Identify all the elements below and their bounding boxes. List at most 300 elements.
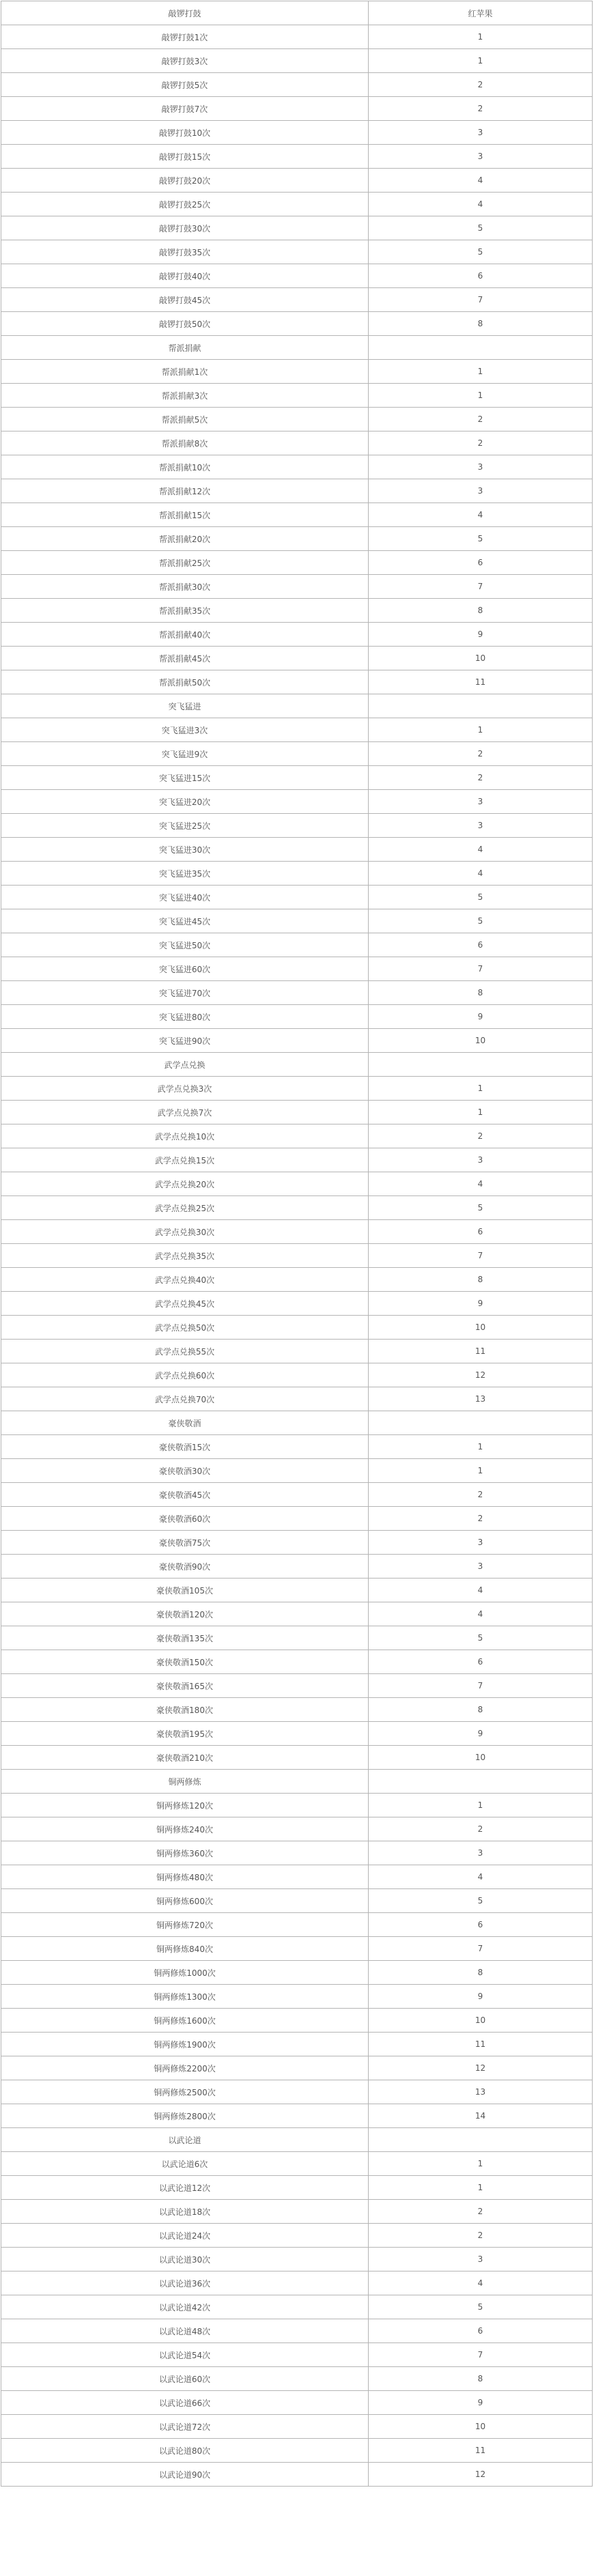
reward-cell: 1 bbox=[369, 49, 593, 73]
task-cell: 铜两修炼1600次 bbox=[1, 2009, 369, 2033]
task-cell: 以武论道48次 bbox=[1, 2319, 369, 2343]
reward-cell: 4 bbox=[369, 862, 593, 886]
task-cell: 武学点兑换35次 bbox=[1, 1244, 369, 1268]
reward-cell: 5 bbox=[369, 240, 593, 264]
task-cell: 突飞猛进15次 bbox=[1, 766, 369, 790]
task-cell: 铜两修炼2500次 bbox=[1, 2080, 369, 2104]
section-title-empty-cell bbox=[369, 1053, 593, 1077]
table-row bbox=[1, 360, 593, 384]
reward-cell: 3 bbox=[369, 1555, 593, 1579]
reward-cell: 6 bbox=[369, 2319, 593, 2343]
task-cell: 武学点兑换25次 bbox=[1, 1196, 369, 1220]
reward-cell: 7 bbox=[369, 1674, 593, 1698]
table-row bbox=[1, 216, 593, 240]
task-cell: 铜两修炼1900次 bbox=[1, 2033, 369, 2056]
table-row bbox=[1, 1985, 593, 2009]
table-row bbox=[1, 527, 593, 551]
table-row bbox=[1, 1292, 593, 1316]
task-cell: 以武论道72次 bbox=[1, 2415, 369, 2439]
section-title: 武学点兑换 bbox=[1, 1053, 369, 1077]
table-row bbox=[1, 862, 593, 886]
table-row bbox=[1, 1817, 593, 1841]
table-row bbox=[1, 1865, 593, 1889]
reward-cell: 2 bbox=[369, 1124, 593, 1148]
table-row bbox=[1, 1340, 593, 1363]
task-cell: 武学点兑换60次 bbox=[1, 1363, 369, 1387]
reward-cell: 1 bbox=[369, 1101, 593, 1124]
reward-cell: 2 bbox=[369, 2200, 593, 2224]
reward-cell: 3 bbox=[369, 1531, 593, 1555]
task-cell: 敲锣打鼓35次 bbox=[1, 240, 369, 264]
table-row bbox=[1, 575, 593, 599]
table-row bbox=[1, 2463, 593, 2487]
reward-cell: 1 bbox=[369, 718, 593, 742]
table-row bbox=[1, 240, 593, 264]
table-row bbox=[1, 1268, 593, 1292]
task-cell: 豪侠敬酒150次 bbox=[1, 1650, 369, 1674]
table-row bbox=[1, 384, 593, 408]
reward-cell: 3 bbox=[369, 121, 593, 145]
reward-cell: 4 bbox=[369, 193, 593, 216]
table-row bbox=[1, 2295, 593, 2319]
table-row bbox=[1, 1602, 593, 1626]
column-header-task: 敲锣打鼓 bbox=[1, 1, 369, 25]
table-row bbox=[1, 25, 593, 49]
reward-cell: 1 bbox=[369, 360, 593, 384]
section-title-row bbox=[1, 694, 593, 718]
reward-cell: 7 bbox=[369, 575, 593, 599]
task-cell: 铜两修炼840次 bbox=[1, 1937, 369, 1961]
task-cell: 以武论道18次 bbox=[1, 2200, 369, 2224]
task-cell: 铜两修炼720次 bbox=[1, 1913, 369, 1937]
reward-cell: 5 bbox=[369, 886, 593, 909]
task-cell: 铜两修炼1000次 bbox=[1, 1961, 369, 1985]
task-cell: 突飞猛进90次 bbox=[1, 1029, 369, 1053]
table-row bbox=[1, 1698, 593, 1722]
reward-cell: 12 bbox=[369, 1363, 593, 1387]
table-row bbox=[1, 933, 593, 957]
reward-cell: 1 bbox=[369, 1459, 593, 1483]
reward-cell: 10 bbox=[369, 1316, 593, 1340]
reward-cell: 1 bbox=[369, 2152, 593, 2176]
table-row bbox=[1, 1507, 593, 1531]
task-cell: 武学点兑换45次 bbox=[1, 1292, 369, 1316]
reward-cell: 7 bbox=[369, 957, 593, 981]
table-row bbox=[1, 2033, 593, 2056]
task-cell: 武学点兑换10次 bbox=[1, 1124, 369, 1148]
table-row bbox=[1, 288, 593, 312]
task-cell: 武学点兑换20次 bbox=[1, 1172, 369, 1196]
table-row bbox=[1, 2080, 593, 2104]
task-cell: 武学点兑换55次 bbox=[1, 1340, 369, 1363]
task-cell: 武学点兑换15次 bbox=[1, 1148, 369, 1172]
reward-cell: 1 bbox=[369, 25, 593, 49]
reward-cell: 2 bbox=[369, 766, 593, 790]
section-title-empty-cell bbox=[369, 1411, 593, 1435]
reward-cell: 8 bbox=[369, 1698, 593, 1722]
table-row bbox=[1, 670, 593, 694]
task-cell: 帮派捐献8次 bbox=[1, 431, 369, 455]
reward-cell: 6 bbox=[369, 551, 593, 575]
task-cell: 帮派捐献35次 bbox=[1, 599, 369, 623]
section-title-empty-cell bbox=[369, 336, 593, 360]
task-cell: 突飞猛进50次 bbox=[1, 933, 369, 957]
task-cell: 豪侠敬酒180次 bbox=[1, 1698, 369, 1722]
table-body bbox=[1, 25, 593, 2487]
reward-cell: 5 bbox=[369, 527, 593, 551]
reward-cell: 9 bbox=[369, 1722, 593, 1746]
task-cell: 武学点兑换50次 bbox=[1, 1316, 369, 1340]
table-row bbox=[1, 1196, 593, 1220]
reward-cell: 4 bbox=[369, 1602, 593, 1626]
reward-cell: 3 bbox=[369, 1148, 593, 1172]
reward-cell: 6 bbox=[369, 933, 593, 957]
task-cell: 帮派捐献5次 bbox=[1, 408, 369, 431]
task-cell: 以武论道54次 bbox=[1, 2343, 369, 2367]
task-cell: 敲锣打鼓10次 bbox=[1, 121, 369, 145]
table-row bbox=[1, 1029, 593, 1053]
task-cell: 武学点兑换30次 bbox=[1, 1220, 369, 1244]
table-row bbox=[1, 2009, 593, 2033]
table-row bbox=[1, 1148, 593, 1172]
reward-cell: 10 bbox=[369, 2009, 593, 2033]
task-cell: 以武论道60次 bbox=[1, 2367, 369, 2391]
column-header-reward: 红苹果 bbox=[369, 1, 593, 25]
table-row bbox=[1, 1005, 593, 1029]
reward-cell: 2 bbox=[369, 1507, 593, 1531]
table-row bbox=[1, 97, 593, 121]
task-cell: 豪侠敬酒135次 bbox=[1, 1626, 369, 1650]
reward-cell: 1 bbox=[369, 1435, 593, 1459]
table-row bbox=[1, 1961, 593, 1985]
task-cell: 铜两修炼360次 bbox=[1, 1841, 369, 1865]
task-cell: 武学点兑换70次 bbox=[1, 1387, 369, 1411]
table-row bbox=[1, 2271, 593, 2295]
table-row bbox=[1, 2343, 593, 2367]
reward-cell: 3 bbox=[369, 790, 593, 814]
reward-cell: 6 bbox=[369, 1650, 593, 1674]
table-row bbox=[1, 1841, 593, 1865]
reward-cell: 2 bbox=[369, 742, 593, 766]
task-cell: 豪侠敬酒165次 bbox=[1, 1674, 369, 1698]
task-cell: 敲锣打鼓30次 bbox=[1, 216, 369, 240]
table-row bbox=[1, 49, 593, 73]
table-row bbox=[1, 479, 593, 503]
task-cell: 突飞猛进45次 bbox=[1, 909, 369, 933]
table-row bbox=[1, 2224, 593, 2248]
table-row bbox=[1, 264, 593, 288]
task-cell: 铜两修炼480次 bbox=[1, 1865, 369, 1889]
task-cell: 帮派捐献1次 bbox=[1, 360, 369, 384]
task-cell: 敲锣打鼓3次 bbox=[1, 49, 369, 73]
task-cell: 帮派捐献50次 bbox=[1, 670, 369, 694]
task-cell: 敲锣打鼓5次 bbox=[1, 73, 369, 97]
reward-cell: 6 bbox=[369, 264, 593, 288]
reward-cell: 13 bbox=[369, 2080, 593, 2104]
task-cell: 以武论道36次 bbox=[1, 2271, 369, 2295]
reward-cell: 2 bbox=[369, 408, 593, 431]
reward-cell: 5 bbox=[369, 909, 593, 933]
section-title: 帮派捐献 bbox=[1, 336, 369, 360]
reward-cell: 8 bbox=[369, 1961, 593, 1985]
reward-cell: 9 bbox=[369, 1985, 593, 2009]
reward-cell: 7 bbox=[369, 288, 593, 312]
reward-cell: 2 bbox=[369, 431, 593, 455]
reward-cell: 5 bbox=[369, 1889, 593, 1913]
task-cell: 武学点兑换7次 bbox=[1, 1101, 369, 1124]
section-title-row bbox=[1, 1053, 593, 1077]
section-title-empty-cell bbox=[369, 2128, 593, 2152]
table-row bbox=[1, 1387, 593, 1411]
table-row bbox=[1, 551, 593, 575]
task-cell: 帮派捐献25次 bbox=[1, 551, 369, 575]
task-cell: 铜两修炼600次 bbox=[1, 1889, 369, 1913]
reward-cell: 8 bbox=[369, 2367, 593, 2391]
reward-cell: 3 bbox=[369, 814, 593, 838]
section-title-row bbox=[1, 2128, 593, 2152]
reward-cell: 3 bbox=[369, 1841, 593, 1865]
table-row bbox=[1, 1172, 593, 1196]
table-row bbox=[1, 1459, 593, 1483]
task-cell: 铜两修炼120次 bbox=[1, 1794, 369, 1817]
table-row bbox=[1, 503, 593, 527]
task-cell: 豪侠敬酒120次 bbox=[1, 1602, 369, 1626]
task-cell: 敲锣打鼓15次 bbox=[1, 145, 369, 169]
task-cell: 豪侠敬酒15次 bbox=[1, 1435, 369, 1459]
reward-cell: 4 bbox=[369, 1172, 593, 1196]
task-cell: 突飞猛进70次 bbox=[1, 981, 369, 1005]
section-title-row bbox=[1, 1770, 593, 1794]
reward-cell: 1 bbox=[369, 384, 593, 408]
task-cell: 突飞猛进60次 bbox=[1, 957, 369, 981]
table-row bbox=[1, 1579, 593, 1602]
task-cell: 突飞猛进25次 bbox=[1, 814, 369, 838]
task-cell: 帮派捐献20次 bbox=[1, 527, 369, 551]
task-cell: 敲锣打鼓45次 bbox=[1, 288, 369, 312]
reward-cell: 6 bbox=[369, 1913, 593, 1937]
reward-cell: 4 bbox=[369, 1865, 593, 1889]
section-title-empty-cell bbox=[369, 694, 593, 718]
table-row bbox=[1, 599, 593, 623]
task-cell: 以武论道90次 bbox=[1, 2463, 369, 2487]
task-cell: 敲锣打鼓1次 bbox=[1, 25, 369, 49]
task-cell: 敲锣打鼓7次 bbox=[1, 97, 369, 121]
reward-cell: 9 bbox=[369, 623, 593, 647]
reward-cell: 12 bbox=[369, 2056, 593, 2080]
table-row bbox=[1, 1435, 593, 1459]
table-row bbox=[1, 1913, 593, 1937]
table-row bbox=[1, 1626, 593, 1650]
table-row bbox=[1, 1483, 593, 1507]
table-row bbox=[1, 2104, 593, 2128]
table-row bbox=[1, 1555, 593, 1579]
table-row bbox=[1, 73, 593, 97]
table-row bbox=[1, 790, 593, 814]
table-row bbox=[1, 312, 593, 336]
task-cell: 帮派捐献12次 bbox=[1, 479, 369, 503]
table-row bbox=[1, 886, 593, 909]
reward-cell: 14 bbox=[369, 2104, 593, 2128]
table-row bbox=[1, 2152, 593, 2176]
table-row bbox=[1, 431, 593, 455]
task-cell: 突飞猛进80次 bbox=[1, 1005, 369, 1029]
table-row bbox=[1, 766, 593, 790]
task-cell: 帮派捐献40次 bbox=[1, 623, 369, 647]
task-cell: 豪侠敬酒210次 bbox=[1, 1746, 369, 1770]
table-row bbox=[1, 145, 593, 169]
task-cell: 以武论道30次 bbox=[1, 2248, 369, 2271]
reward-cell: 4 bbox=[369, 838, 593, 862]
task-cell: 帮派捐献30次 bbox=[1, 575, 369, 599]
task-cell: 豪侠敬酒90次 bbox=[1, 1555, 369, 1579]
reward-cell: 2 bbox=[369, 73, 593, 97]
task-cell: 铜两修炼2800次 bbox=[1, 2104, 369, 2128]
section-title: 突飞猛进 bbox=[1, 694, 369, 718]
table-row bbox=[1, 742, 593, 766]
task-cell: 武学点兑换3次 bbox=[1, 1077, 369, 1101]
task-cell: 突飞猛进35次 bbox=[1, 862, 369, 886]
reward-cell: 9 bbox=[369, 2391, 593, 2415]
task-cell: 以武论道80次 bbox=[1, 2439, 369, 2463]
reward-cell: 4 bbox=[369, 503, 593, 527]
table-row bbox=[1, 1124, 593, 1148]
reward-cell: 3 bbox=[369, 145, 593, 169]
task-cell: 突飞猛进40次 bbox=[1, 886, 369, 909]
table-row bbox=[1, 1363, 593, 1387]
reward-cell: 11 bbox=[369, 670, 593, 694]
table-row bbox=[1, 1937, 593, 1961]
reward-table bbox=[1, 1, 593, 2487]
task-cell: 以武论道42次 bbox=[1, 2295, 369, 2319]
table-row bbox=[1, 2367, 593, 2391]
table-row bbox=[1, 1220, 593, 1244]
task-cell: 以武论道12次 bbox=[1, 2176, 369, 2200]
reward-cell: 4 bbox=[369, 169, 593, 193]
table-row bbox=[1, 814, 593, 838]
task-cell: 帮派捐献15次 bbox=[1, 503, 369, 527]
task-cell: 以武论道24次 bbox=[1, 2224, 369, 2248]
task-cell: 敲锣打鼓20次 bbox=[1, 169, 369, 193]
reward-cell: 8 bbox=[369, 981, 593, 1005]
reward-cell: 11 bbox=[369, 1340, 593, 1363]
task-cell: 铜两修炼240次 bbox=[1, 1817, 369, 1841]
table-row bbox=[1, 169, 593, 193]
task-cell: 豪侠敬酒45次 bbox=[1, 1483, 369, 1507]
table-row bbox=[1, 838, 593, 862]
reward-cell: 10 bbox=[369, 1029, 593, 1053]
table-row bbox=[1, 455, 593, 479]
table-row bbox=[1, 1650, 593, 1674]
task-cell: 敲锣打鼓25次 bbox=[1, 193, 369, 216]
reward-cell: 3 bbox=[369, 455, 593, 479]
table-row bbox=[1, 1077, 593, 1101]
reward-cell: 8 bbox=[369, 599, 593, 623]
reward-cell: 5 bbox=[369, 216, 593, 240]
table-row bbox=[1, 2391, 593, 2415]
table-row bbox=[1, 2056, 593, 2080]
reward-cell: 5 bbox=[369, 2295, 593, 2319]
table-row bbox=[1, 2415, 593, 2439]
table-row bbox=[1, 2176, 593, 2200]
reward-cell: 2 bbox=[369, 1483, 593, 1507]
task-cell: 豪侠敬酒195次 bbox=[1, 1722, 369, 1746]
task-cell: 敲锣打鼓40次 bbox=[1, 264, 369, 288]
section-title-empty-cell bbox=[369, 1770, 593, 1794]
reward-cell: 7 bbox=[369, 1244, 593, 1268]
task-cell: 突飞猛进30次 bbox=[1, 838, 369, 862]
task-cell: 帮派捐献3次 bbox=[1, 384, 369, 408]
table-row bbox=[1, 718, 593, 742]
reward-cell: 10 bbox=[369, 2415, 593, 2439]
table-row bbox=[1, 1531, 593, 1555]
reward-cell: 3 bbox=[369, 479, 593, 503]
task-cell: 以武论道66次 bbox=[1, 2391, 369, 2415]
task-cell: 帮派捐献10次 bbox=[1, 455, 369, 479]
section-title-row bbox=[1, 1411, 593, 1435]
task-cell: 突飞猛进20次 bbox=[1, 790, 369, 814]
reward-cell: 4 bbox=[369, 1579, 593, 1602]
reward-cell: 9 bbox=[369, 1292, 593, 1316]
task-cell: 突飞猛进3次 bbox=[1, 718, 369, 742]
table-row bbox=[1, 2319, 593, 2343]
reward-cell: 3 bbox=[369, 2248, 593, 2271]
reward-cell: 6 bbox=[369, 1220, 593, 1244]
table-row bbox=[1, 1244, 593, 1268]
section-title-row bbox=[1, 336, 593, 360]
task-cell: 突飞猛进9次 bbox=[1, 742, 369, 766]
task-cell: 帮派捐献45次 bbox=[1, 647, 369, 670]
task-cell: 武学点兑换40次 bbox=[1, 1268, 369, 1292]
reward-cell: 5 bbox=[369, 1626, 593, 1650]
table-row bbox=[1, 2248, 593, 2271]
task-cell: 铜两修炼2200次 bbox=[1, 2056, 369, 2080]
table-row bbox=[1, 2439, 593, 2463]
reward-cell: 10 bbox=[369, 647, 593, 670]
task-cell: 豪侠敬酒75次 bbox=[1, 1531, 369, 1555]
task-cell: 铜两修炼1300次 bbox=[1, 1985, 369, 2009]
table-row bbox=[1, 408, 593, 431]
table-row bbox=[1, 2200, 593, 2224]
task-cell: 豪侠敬酒30次 bbox=[1, 1459, 369, 1483]
reward-cell: 1 bbox=[369, 1077, 593, 1101]
task-cell: 豪侠敬酒60次 bbox=[1, 1507, 369, 1531]
reward-cell: 4 bbox=[369, 2271, 593, 2295]
table-row bbox=[1, 957, 593, 981]
table-row bbox=[1, 1722, 593, 1746]
table-row bbox=[1, 647, 593, 670]
reward-cell: 8 bbox=[369, 1268, 593, 1292]
table-row bbox=[1, 1674, 593, 1698]
reward-cell: 5 bbox=[369, 1196, 593, 1220]
task-cell: 以武论道6次 bbox=[1, 2152, 369, 2176]
task-cell: 敲锣打鼓50次 bbox=[1, 312, 369, 336]
reward-cell: 9 bbox=[369, 1005, 593, 1029]
reward-cell: 2 bbox=[369, 97, 593, 121]
reward-cell: 8 bbox=[369, 312, 593, 336]
section-title: 豪侠敬酒 bbox=[1, 1411, 369, 1435]
table-row bbox=[1, 981, 593, 1005]
table-row bbox=[1, 1101, 593, 1124]
table-row bbox=[1, 193, 593, 216]
reward-cell: 11 bbox=[369, 2033, 593, 2056]
table-header-row bbox=[1, 1, 593, 25]
table-row bbox=[1, 1794, 593, 1817]
reward-cell: 1 bbox=[369, 2176, 593, 2200]
reward-cell: 11 bbox=[369, 2439, 593, 2463]
reward-cell: 2 bbox=[369, 2224, 593, 2248]
table-row bbox=[1, 1316, 593, 1340]
reward-cell: 7 bbox=[369, 2343, 593, 2367]
